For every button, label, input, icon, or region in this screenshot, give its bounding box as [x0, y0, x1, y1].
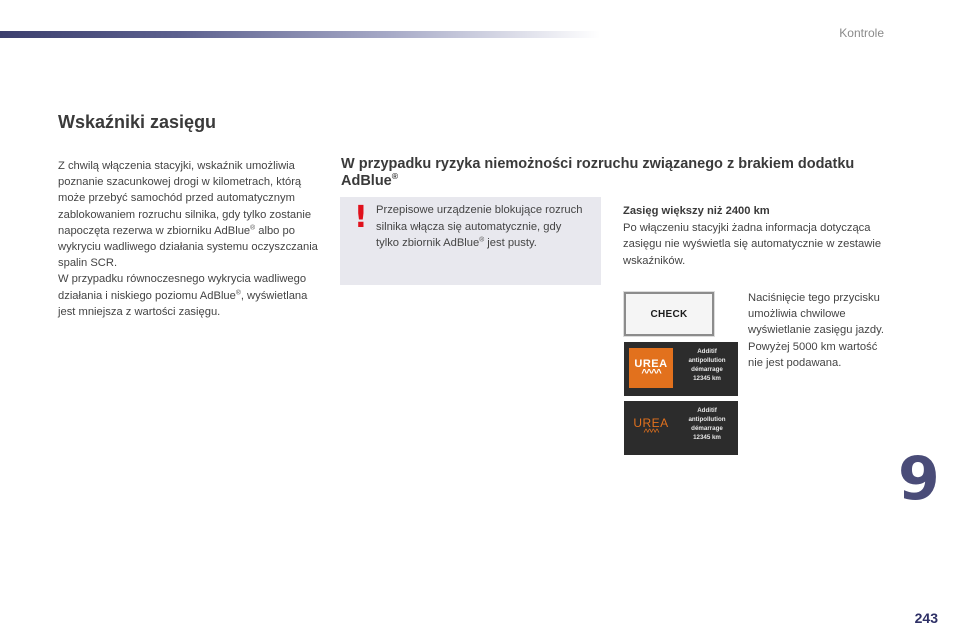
intro-paragraph-2: W przypadku równoczesnego wykrycia wadliwego działania i niskiego poziomu AdBlue®, wyświetlana jest mniejsza z wartości zasięgu. — [58, 273, 308, 318]
urea-indicator-icon: UREA ^^^^ — [633, 416, 669, 439]
warning-exclamation-icon: ! — [354, 200, 368, 235]
display-message: Additif antipollution démarrage 12345 km — [688, 348, 726, 382]
range-text: Po włączeniu stacyjki żadna informacja dotycząca zasięgu nie wyświetla się automatycznie w zestawie wskaźników. — [623, 221, 882, 267]
section-subtitle: W przypadku ryzyka niemożności rozruchu związanego z brakiem dodatku AdBlue® — [341, 156, 855, 189]
range-info — [623, 203, 883, 269]
display-screen-urea-unlit — [624, 401, 738, 455]
page-number: 243 — [914, 610, 938, 626]
warning-text: Przepisowe urządzenie blokujące rozruch silnika włącza się automatycznie, gdy tylko zbiornik AdBlue® jest pusty. — [376, 204, 583, 249]
intro-paragraph-1: Z chwilą włączenia stacyjki, wskaźnik umożliwia poznanie szacunkowej drogi w kilometrach, którą może przebyć samochód przed automatycznym zablokowaniem rozruchu silnika, gdy tylko zostanie napoczęta rezerwa w zbiorniku AdBlue® albo po wykryciu wadliwego działania systemu oczyszczania spalin SCR. — [58, 160, 318, 270]
page-title: Wskaźniki zasięgu — [58, 112, 217, 132]
warning-box — [340, 197, 601, 285]
section-label: Kontrole — [839, 26, 884, 40]
wave-icon: ^^^^ — [641, 368, 661, 379]
range-heading: Zasięg większy niż 2400 km — [623, 205, 770, 217]
display-message: Additif antipollution démarrage 12345 km — [688, 407, 726, 441]
header-gradient-bar — [0, 31, 600, 38]
wave-icon: ^^^^ — [643, 428, 659, 439]
intro-text — [58, 158, 320, 320]
urea-warning-icon: UREA ^^^^ — [629, 348, 673, 388]
check-button-description: Naciśnięcie tego przycisku umożliwia chwilowe wyświetlanie zasięgu jazdy. Powyżej 5000 km wartość nie jest podawana. — [748, 292, 884, 369]
check-button: CHECK — [624, 292, 714, 336]
chapter-number: 9 — [898, 444, 938, 514]
display-screen-urea-lit — [624, 342, 738, 396]
